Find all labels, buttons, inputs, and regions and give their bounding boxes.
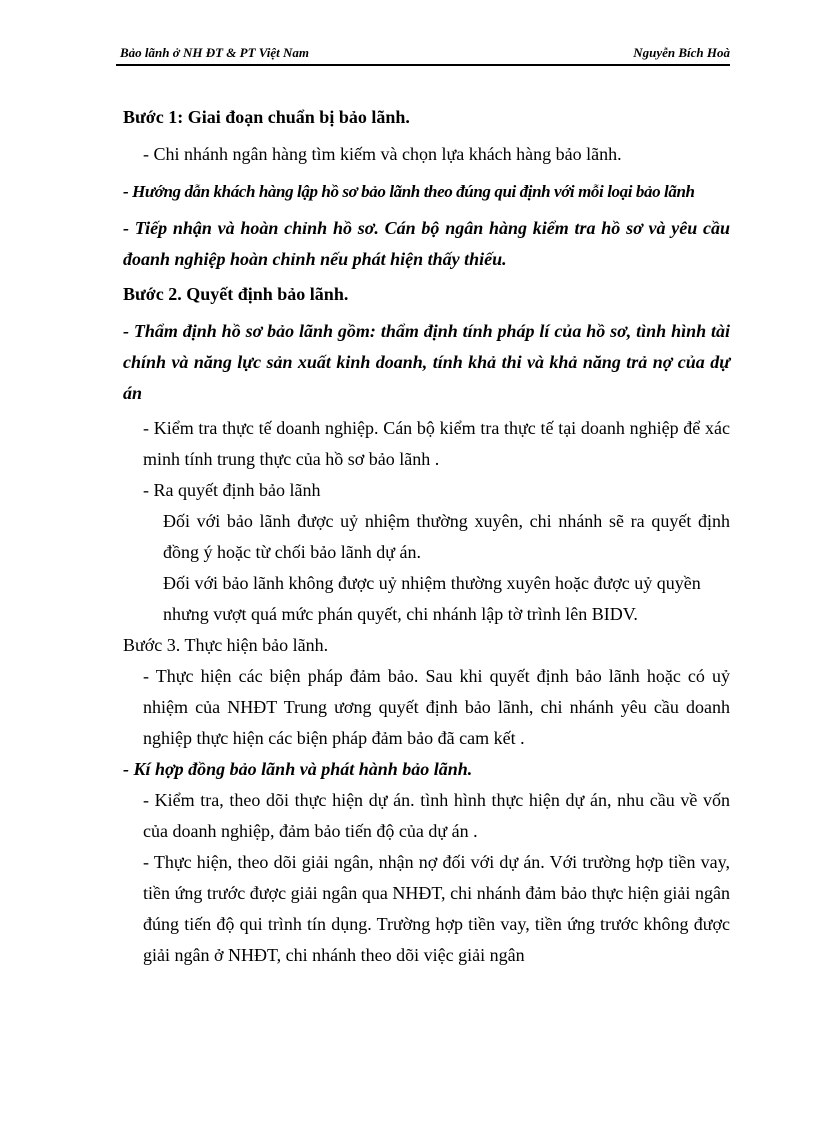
step1-title: Bước 1: Giai đoạn chuẩn bị bảo lãnh. [123,107,410,127]
step2-paragraph-3: - Ra quyết định bảo lãnh [143,480,321,500]
step3-paragraph-2: - Kí hợp đồng bảo lãnh và phát hành bảo lãnh. [123,759,473,779]
step2-paragraph-4: Đối với bảo lãnh được uỷ nhiệm thường xuyên, chi nhánh sẽ ra quyết định đồng ý hoặc từ chối bảo lãnh dự án. [163,511,730,562]
step3-title: Bước 3. Thực hiện bảo lãnh. [123,635,329,655]
step2-title: Bước 2. Quyết định bảo lãnh. [123,284,349,304]
step1-paragraph-1: - Chi nhánh ngân hàng tìm kiếm và chọn lựa khách hàng bảo lãnh. [143,144,622,164]
step3-paragraph-4: - Thực hiện, theo dõi giải ngân, nhận nợ đối với dự án. Với trường hợp tiền vay, tiền ứng trước được giải ngân qua NHĐT, chi nhánh đảm bảo thực hiện giải ngân đúng tiến độ qui trình tín dụng. Trường hợp tiền vay, tiền ứng trước không được giải ngân ở NHĐT, chi nhánh theo dõi việc giải ngân [143,852,730,965]
step1-paragraph-3: - Tiếp nhận và hoàn chỉnh hồ sơ. Cán bộ ngân hàng kiểm tra hồ sơ và yêu cầu đoanh nghiệp hoàn chỉnh nếu phát hiện thấy thiếu. [123,218,730,269]
step3-paragraph-3: - Kiểm tra, theo dõi thực hiện dự án. tình hình thực hiện dự án, nhu cầu về vốn của doanh nghiệp, đảm bảo tiến độ của dự án . [143,790,730,841]
step2-paragraph-2: - Kiểm tra thực tế doanh nghiệp. Cán bộ kiểm tra thực tế tại doanh nghiệp để xác minh tính trung thực của hồ sơ bảo lãnh . [143,418,730,469]
document-body [123,102,730,971]
header-left-text: Bảo lãnh ở NH ĐT & PT Việt Nam [120,45,309,60]
step3-paragraph-1: - Thực hiện các biện pháp đảm bảo. Sau khi quyết định bảo lãnh hoặc có uỷ nhiệm của NHĐT Trung ương quyết định bảo lãnh, chi nhánh yêu cầu doanh nghiệp thực hiện các biện pháp đảm bảo đã cam kết . [143,666,730,748]
step2-paragraph-5: Đối với bảo lãnh không được uỷ nhiệm thường xuyên hoặc được uỷ quyền nhưng vượt quá mức phán quyết, chi nhánh lập tờ trình lên BIDV. [163,573,701,624]
page-header [116,42,730,66]
step1-paragraph-2: - Hướng dẫn khách hàng lập hồ sơ bảo lãnh theo đúng qui định với mỗi loại bảo lãnh [123,182,695,201]
step2-paragraph-1: - Thẩm định hồ sơ bảo lãnh gồm: thẩm định tính pháp lí của hồ sơ, tình hình tài chính và năng lực sản xuất kinh doanh, tính khả thi và khả năng trả nợ của dự án [123,321,730,403]
header-right-text: Nguyễn Bích Hoà [633,45,730,60]
